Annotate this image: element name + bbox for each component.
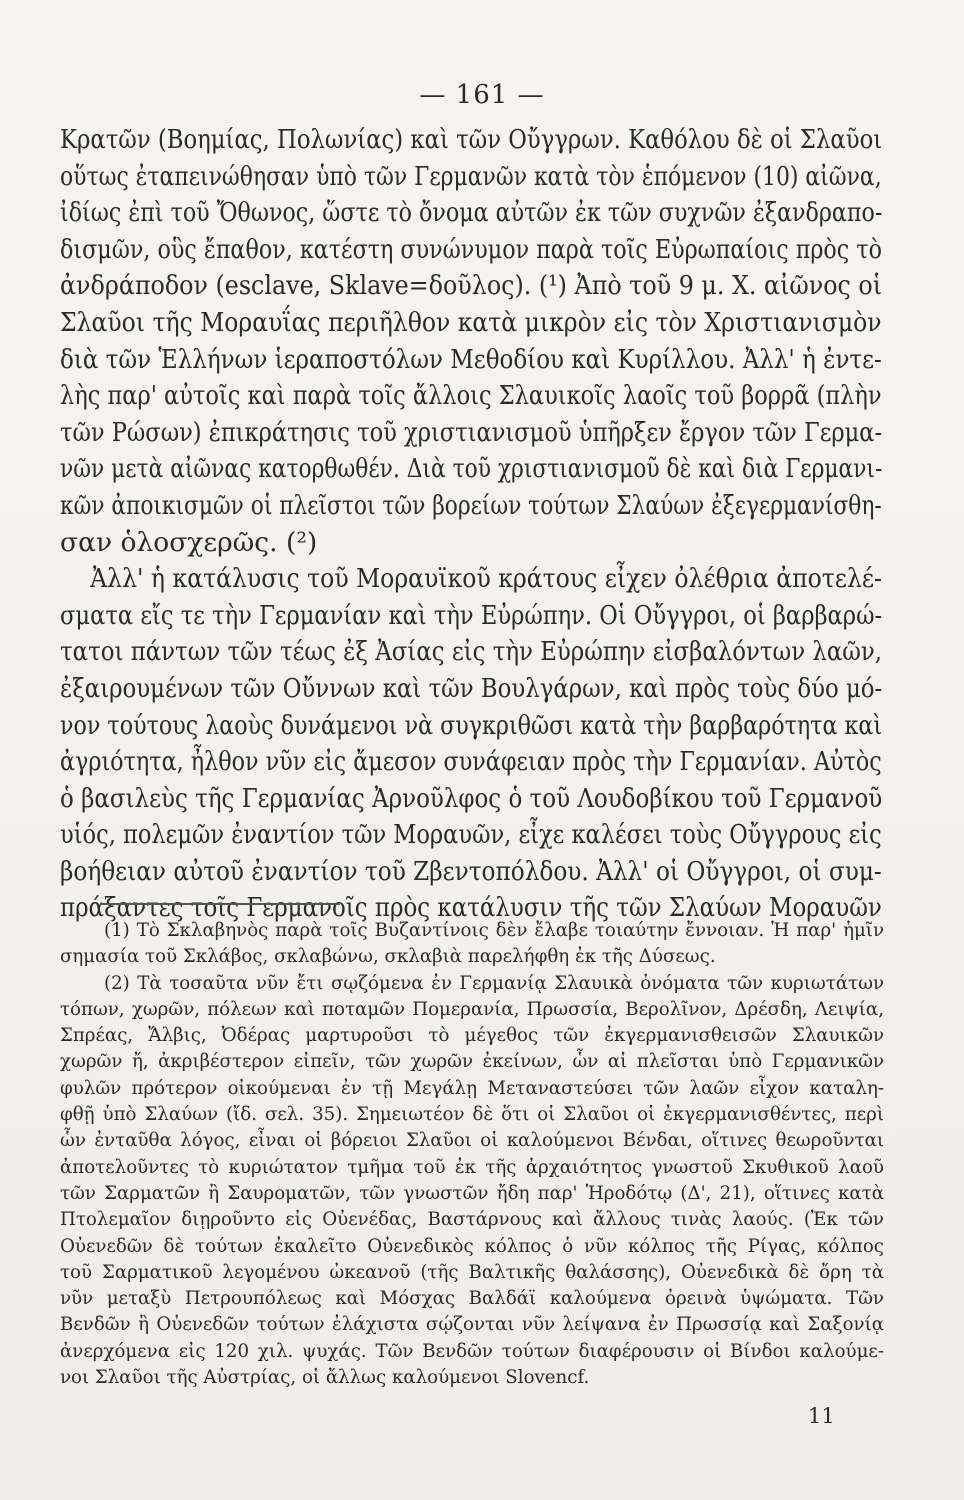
footnote-line: ὧν ἐνταῦθα λόγος, εἶναι οἱ βόρειοι Σλαῦοι οἱ καλούμενοι Βένδαι, οἵτινες θεωροῦνται bbox=[60, 1130, 884, 1152]
text-line: σματα εἴς τε τὴν Γερμανίαν καὶ τὴν Εὐρώπην. Οἱ Οὔγγροι, οἱ βαρβαρώ- bbox=[60, 599, 883, 631]
page-number: — 161 — bbox=[419, 80, 545, 110]
text-line: ἀνδράποδον (esclave, Sklave=δοῦλος). (¹) Ἀπὸ τοῦ 9 μ. Χ. αἰῶνος οἱ bbox=[60, 270, 883, 302]
text-line: ἰδίως ἐπὶ τοῦ Ὄθωνος, ὥστε τὸ ὄνομα αὐτῶν ἐκ τῶν συχνῶν ἐξανδραπο- bbox=[60, 197, 883, 229]
text-line: Ἀλλ' ἡ κατάλυσις τοῦ Μοραυϊκοῦ κράτους εἶχεν ὀλέθρια ἀποτελέ- bbox=[90, 563, 882, 595]
text-line: ὁ βασιλεὺς τῆς Γερμανίας Ἀρνοῦλφος ὁ τοῦ Λουδοβίκου τοῦ Γερμανοῦ bbox=[60, 782, 883, 814]
text-line: δισμῶν, οὓς ἔπαθον, κατέστη συνώνυμον παρὰ τοῖς Εὐρωπαίοις πρὸς τὸ bbox=[60, 233, 882, 265]
text-line: τατοι πάντων τῶν τέως ἐξ Ἀσίας εἰς τὴν Εὐρώπην εἰσβαλόντων λαῶν, bbox=[60, 636, 883, 668]
main-text bbox=[60, 122, 882, 927]
footnote-line: Σπρέας, Ἄλβις, Ὀδέρας μαρτυροῦσι τὸ μέγεθος τῶν ἐκγερμανισθεισῶν Σλαυικῶν bbox=[60, 1025, 884, 1047]
footnote-line: νῦν μεταξὺ Πετρουπόλεως καὶ Μόσχας Βαλδάϊ καλούμενα ὀρεινὰ ὑψώματα. Τῶν bbox=[60, 1288, 884, 1310]
footnote-line: ἀνερχόμενα εἰς 120 χιλ. ψυχάς. Τῶν Βενδῶν τούτων διαφέρουσιν οἱ Βίνδοι καλούμε- bbox=[60, 1340, 884, 1362]
printer-signature: 11 bbox=[808, 1404, 835, 1428]
text-line: Σλαῦοι τῆς Μοραυΐας περιῆλθον κατὰ μικρὸν εἰς τὸν Χριστιανισμὸν bbox=[60, 306, 882, 338]
text-line: πράξαντες τοῖς Γερμανοῖς πρὸς κατάλυσιν τῆς τῶν Σλαύων Μοραυῶν bbox=[60, 892, 882, 924]
footnote-line: νοι Σλαῦοι τῆς Αὐστρίας, οἱ ἄλλως καλούμενοι Slovencf. bbox=[60, 1367, 590, 1389]
footnote-line: (2) Τὰ τοσαῦτα νῦν ἔτι σῳζόμενα ἐν Γερμανίᾳ Σλαυικὰ ὀνόματα τῶν κυριωτάτων bbox=[104, 972, 884, 994]
footnote-divider bbox=[100, 903, 340, 905]
footnote-line: φυλῶν πρότερον οἰκούμεναι ἐν τῇ Μεγάλῃ Μεταναστεύσει τῶν λαῶν εἶχον καταλη- bbox=[60, 1077, 884, 1099]
footnote-line: τοῦ Σαρματικοῦ λεγομένου ὠκεανοῦ (τῆς Βαλτικῆς θαλάσσης), Οὐενεδικὰ δὲ ὄρη τὰ bbox=[60, 1261, 884, 1283]
text-line: ἀγριότητα, ἦλθον νῦν εἰς ἄμεσον συνάφειαν πρὸς τὴν Γερμανίαν. Αὐτὸς bbox=[60, 746, 882, 778]
footnote-line: τόπων, χωρῶν, πόλεων καὶ ποταμῶν Πομερανία, Πρωσσία, Βερολῖνον, Δρέσδη, Λειψία, bbox=[60, 998, 884, 1020]
text-line: βοήθειαν αὐτοῦ ἐναντίον τοῦ Ζβεντοπόλδου. Ἀλλ' οἱ Οὔγγροι, οἱ συμ- bbox=[60, 855, 882, 887]
text-line: υἱός, πολεμῶν ἐναντίον τῶν Μοραυῶν, εἶχε καλέσει τοὺς Οὔγγρους εἰς bbox=[60, 819, 882, 851]
text-line: νῶν μετὰ αἰῶνας κατορθωθέν. Διὰ τοῦ χριστιανισμοῦ δὲ καὶ διὰ Γερμανι- bbox=[60, 453, 883, 485]
footnote-line: Βενδῶν ἢ Οὐενεδῶν τούτων ἐλάχιστα σῴζονται νῦν λείψανα ἐν Πρωσσίᾳ καὶ Σαξονίᾳ bbox=[60, 1314, 884, 1336]
text-line: νον τούτους λαοὺς δυνάμενοι νὰ συγκριθῶσι κατὰ τὴν βαρβαρότητα καὶ bbox=[60, 709, 883, 741]
footnote-line: ἀποτελοῦντες τὸ κυριώτατον τμῆμα τοῦ ἐκ τῆς ἀρχαιότητος γνωστοῦ Σκυθικοῦ λαοῦ bbox=[60, 1156, 884, 1178]
footnote-line: (1) Τὸ Σκλαβηνὸς παρὰ τοῖς Βυζαντίνοις δὲν ἔλαβε τοιαύτην ἔννοιαν. Ἡ παρ' ἡμῖν bbox=[104, 920, 884, 941]
footnote-line: σημασία τοῦ Σκλάβος, σκλαβώνω, σκλαβιὰ παρελήφθη ἐκ τῆς Δύσεως. bbox=[60, 946, 716, 968]
text-line: διὰ τῶν Ἑλλήνων ἱεραποστόλων Μεθοδίου καὶ Κυρίλλου. Ἀλλ' ἡ ἐντε- bbox=[60, 343, 882, 375]
footnote-line: χωρῶν ἤ, ἀκριβέστερον εἰπεῖν, τῶν χωρῶν ἐκείνων, ὧν αἱ πλεῖσται ὑπὸ Γερμανικῶν bbox=[60, 1051, 884, 1073]
text-line: σαν ὁλοσχερῶς. (²) bbox=[60, 526, 318, 558]
text-line: Κρατῶν (Βοημίας, Πολωνίας) καὶ τῶν Οὔγγρων. Καθόλου δὲ οἱ Σλαῦοι bbox=[60, 124, 883, 155]
footnote-line: φθῇ ὑπὸ Σλαύων (ἴδ. σελ. 35). Σημειωτέον δὲ ὅτι οἱ Σλαῦοι οἱ ἐκγερμανισθέντες, περὶ bbox=[60, 1104, 884, 1126]
footnote-line: τῶν Σαρματῶν ἢ Σαυροματῶν, τῶν γνωστῶν ἤδη παρ' Ἡροδότῳ (Δ', 21), οἵτινες κατὰ bbox=[60, 1182, 884, 1204]
footnotes bbox=[60, 918, 884, 1391]
text-line: τῶν Ρώσων) ἐπικράτησις τοῦ χριστιανισμοῦ ὑπῆρξεν ἔργον τῶν Γερμα- bbox=[60, 416, 883, 448]
text-line: οὕτως ἐταπεινώθησαν ὑπὸ τῶν Γερμανῶν κατὰ τὸν ἑπόμενον (10) αἰῶνα, bbox=[60, 160, 882, 192]
text-line: λὴς παρ' αὐτοῖς καὶ παρὰ τοῖς ἄλλοις Σλαυικοῖς λαοῖς τοῦ βορρᾶ (πλὴν bbox=[60, 380, 882, 412]
text-line: ἐξαιρουμένων τῶν Οὔννων καὶ τῶν Βουλγάρων, καὶ πρὸς τοὺς δύο μό- bbox=[60, 672, 883, 704]
footnote-line: Οὐενεδῶν δὲ τούτων ἐκαλεῖτο Οὐενεδικὸς κόλπος ὁ νῦν κόλπος τῆς Ρίγας, κόλπος bbox=[60, 1235, 884, 1257]
footnote-line: Πτολεμαῖον διῃροῦντο εἰς Οὐενέδας, Βαστάρνους καὶ ἄλλους τινὰς λαούς. (Ἐκ τῶν bbox=[60, 1209, 884, 1231]
text-line: κῶν ἀποικισμῶν οἱ πλεῖστοι τῶν βορείων τούτων Σλαύων ἐξεγερμανίσθη- bbox=[60, 489, 882, 521]
